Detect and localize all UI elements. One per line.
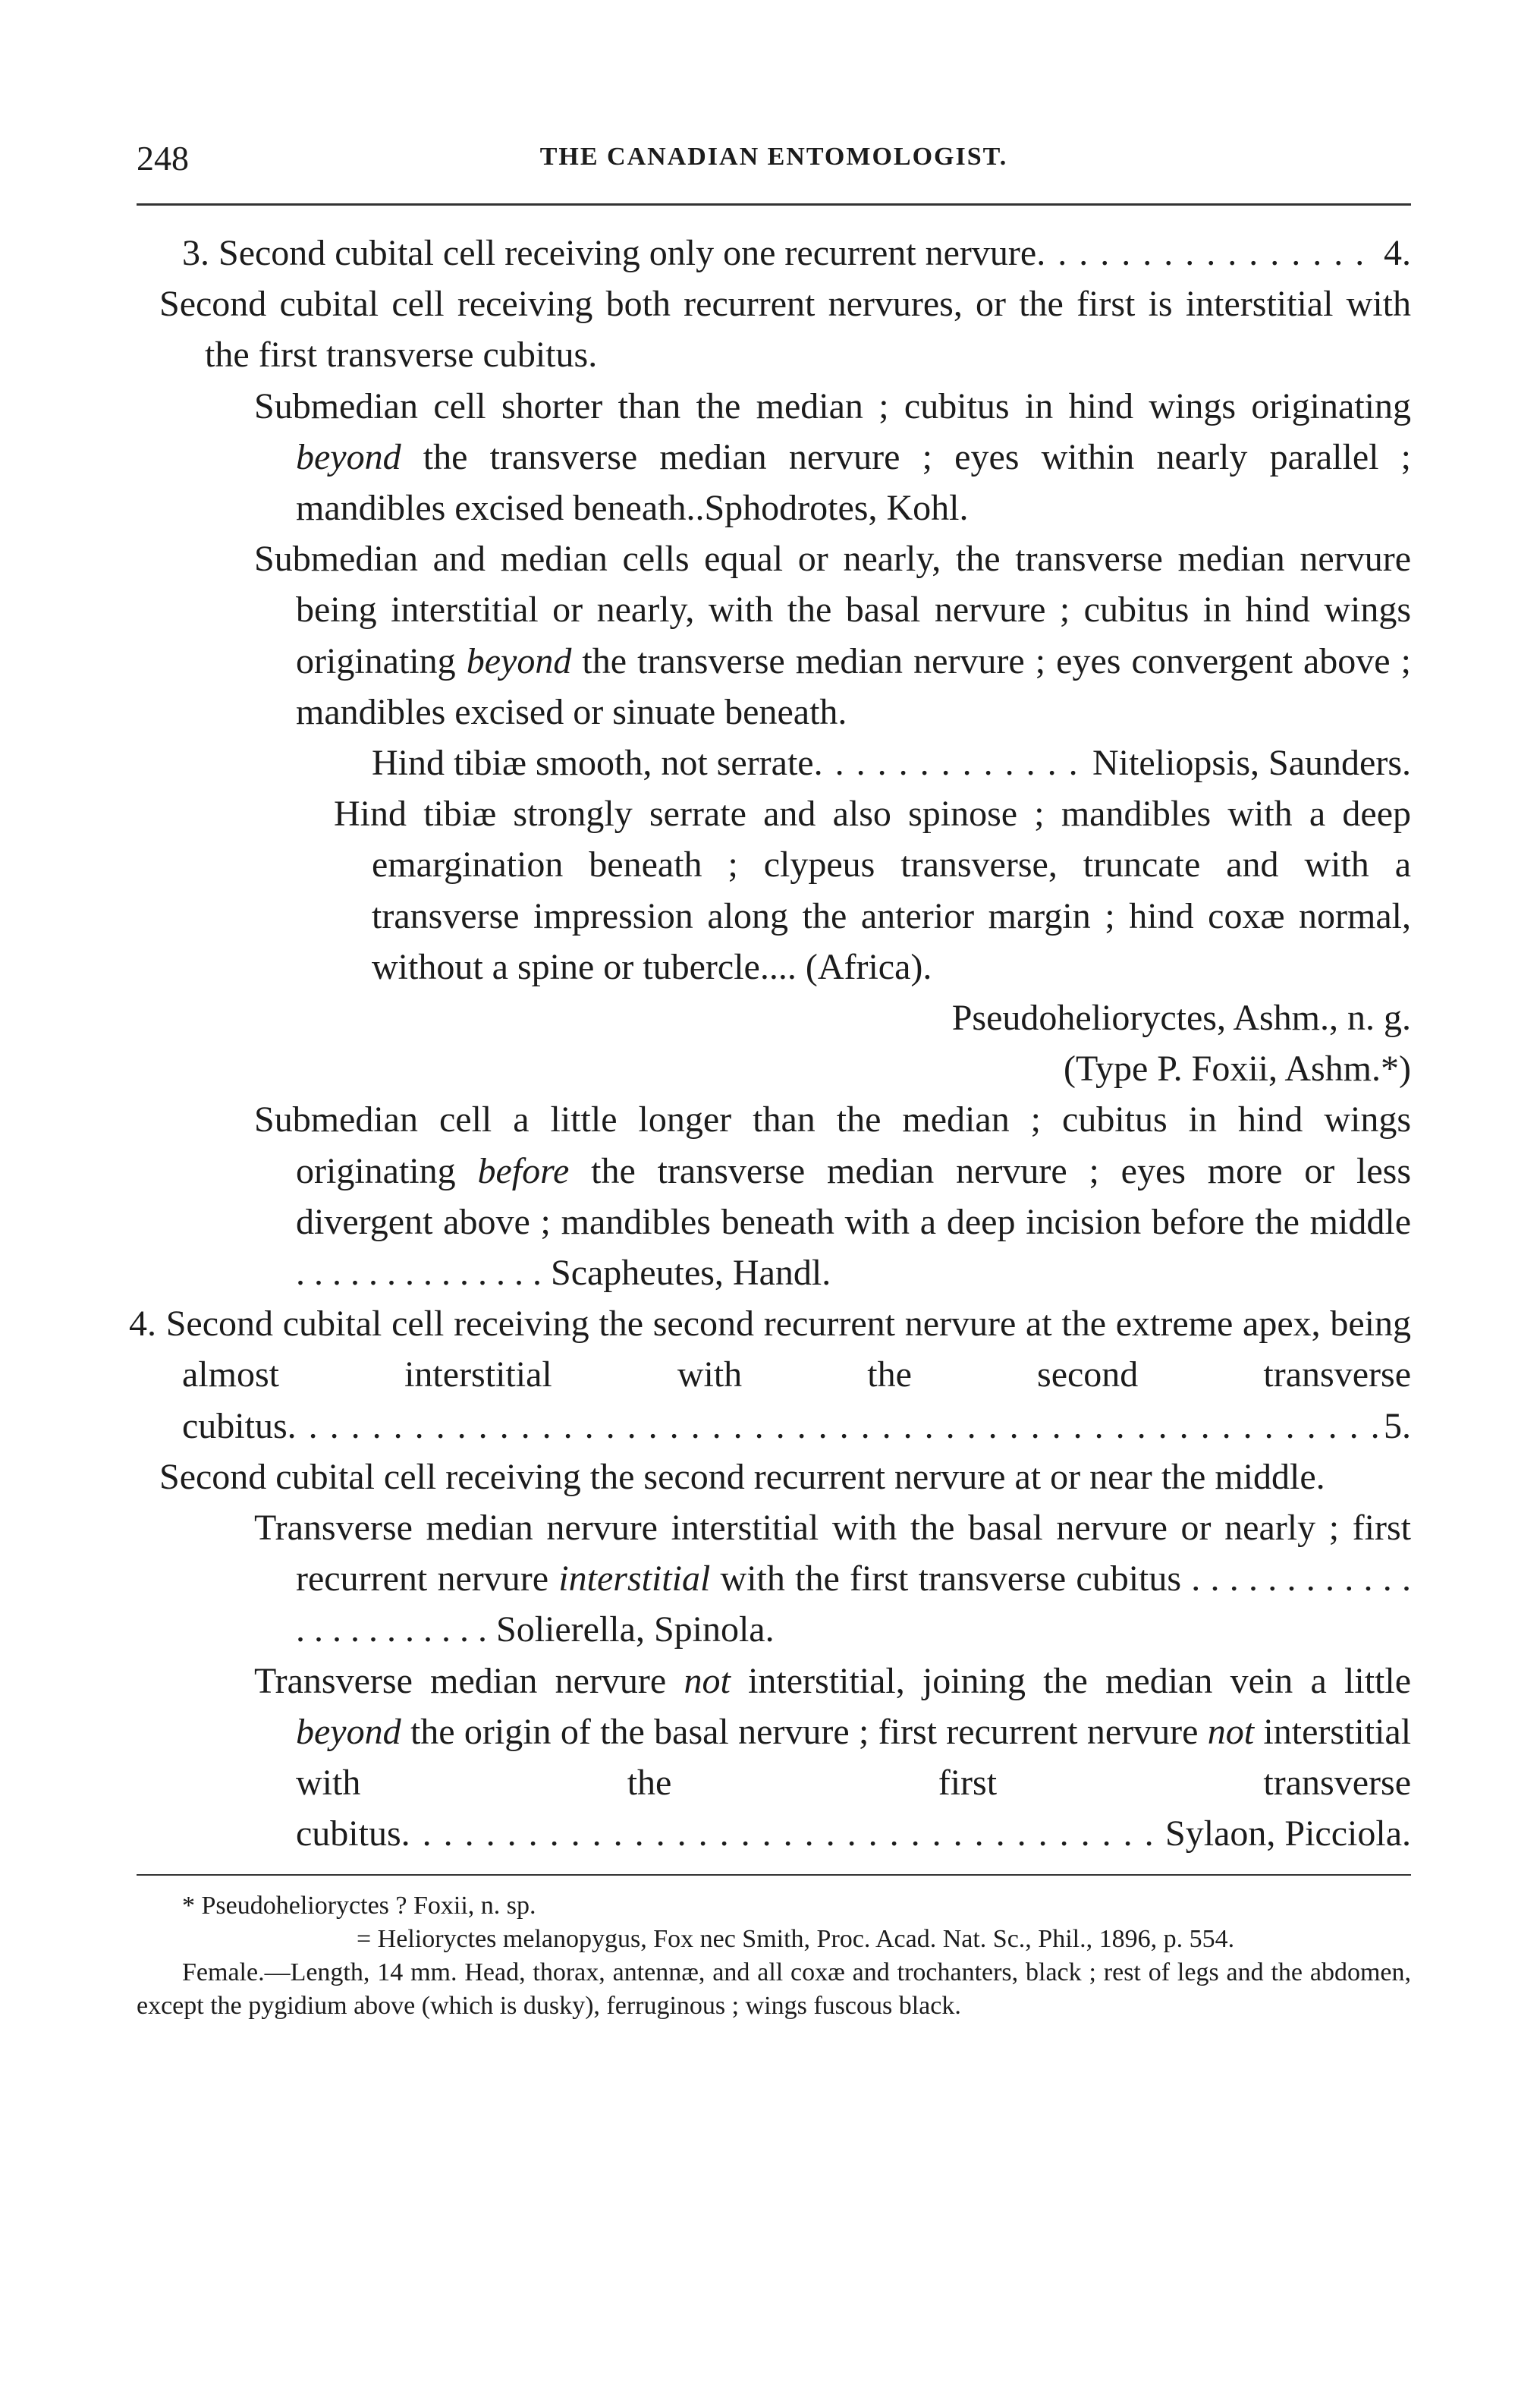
genus-name: Niteliopsis, Saunders. bbox=[1092, 743, 1411, 784]
genus-name: Solierella, Spinola. bbox=[496, 1609, 775, 1650]
entry-sphodrotes: Submedian cell shorter than the median ; cubitus in hind wings originating beyond the transverse median nervure ; eyes within nearly parallel ; mandibles excised beneath..Sphodrotes, Kohl. bbox=[254, 385, 1412, 529]
footnote-description: Female.—Length, 14 mm. Head, thorax, antennæ, and all coxæ and trochanters, black ; rest of legs and the abdomen, except the pygidium above (which is dusky), ferruginous ; wings fuscous black. bbox=[137, 1958, 1411, 2020]
entry-pseudohelioryctes: Hind tibiæ strongly serrate and also spinose ; mandibles with a deep emargination beneath ; clypeus transverse, truncate and with a transverse impression along the anterior margin ; hind coxæ normal, without a spine or tubercle.... (Africa). bbox=[334, 794, 1411, 987]
genus-pseudohelioryctes: Pseudohelioryctes, Ashm., n. g. bbox=[951, 998, 1411, 1039]
footnote-synonym: = Helioryctes melanopygus, Fox nec Smith, Proc. Acad. Nat. Sc., Phil., 1896, p. 554. bbox=[357, 1925, 1235, 1953]
leader-dots bbox=[401, 1808, 1165, 1859]
couplet-4a: 4. Second cubital cell receiving the second recurrent nervure at the extreme apex, being almost interstitial with the second transverse bbox=[129, 1304, 1411, 1395]
entry-submedian-equal: Submedian and median cells equal or nearly, the transverse median nervure being interstitial or nearly, with the basal nervure ; cubitus in hind wings originating beyond the transverse median nervure ; eyes convergent above ; mandibles excised or sinuate beneath. bbox=[254, 539, 1412, 732]
type-species-note: (Type P. Foxii, Ashm.*) bbox=[1063, 1049, 1411, 1090]
couplet-3b: Second cubital cell receiving both recurrent nervures, or the first is interstitial with the first transverse cubitus. bbox=[159, 284, 1411, 376]
leader-dots bbox=[1036, 228, 1378, 278]
couplet-4b: Second cubital cell receiving the second recurrent nervure at or near the middle. bbox=[159, 1456, 1325, 1497]
identification-key bbox=[129, 228, 1411, 1860]
genus-name: Sphodrotes, Kohl. bbox=[704, 488, 969, 529]
entry-sylaon-end: cubitus . . . Sylaon, Picciola. bbox=[129, 1808, 1411, 1859]
couplet-4a-end: cubitus . . . 5. bbox=[129, 1401, 1411, 1452]
leader-dots bbox=[288, 1401, 1378, 1452]
footnote bbox=[137, 1889, 1411, 2023]
entry-sylaon: Transverse median nervure not interstitial, joining the median vein a little beyond the origin of the basal nervure ; first recurrent nervure not interstitial with the first transverse bbox=[254, 1660, 1412, 1804]
genus-name: Sylaon, Picciola. bbox=[1165, 1813, 1411, 1854]
page-header bbox=[137, 138, 1411, 184]
running-title: THE CANADIAN ENTOMOLOGIST. bbox=[539, 143, 1008, 171]
entry-scapheutes: Submedian cell a little longer than the median ; cubitus in hind wings originating before the transverse median nervure ; eyes more or less divergent above ; mandibles beneath with a deep incision before the middle . . . . . . . . . . . . . . Scapheutes, Handl. bbox=[254, 1099, 1412, 1294]
header-rule bbox=[137, 203, 1411, 206]
entry-solierella: Transverse median nervure interstitial with the basal nervure or nearly ; first recurrent nervure interstitial with the first transverse cubitus . . . . . . . . . . . . . . . . . . . . . . . Solierella, Spinola. bbox=[254, 1508, 1412, 1650]
genus-name: Scapheutes, Handl. bbox=[551, 1253, 831, 1294]
leader-dots bbox=[814, 738, 1092, 788]
couplet-3a: 3. Second cubital cell receiving only one recurrent nervure . . . 4. bbox=[129, 228, 1411, 278]
footnote-species: * Pseudohelioryctes ? Foxii, n. sp. bbox=[182, 1892, 536, 1920]
page-number: 248 bbox=[137, 139, 189, 178]
footnote-rule bbox=[137, 1874, 1411, 1876]
entry-niteliopsis: Hind tibiæ smooth, not serrate . . . Niteliopsis, Saunders. bbox=[129, 738, 1411, 788]
